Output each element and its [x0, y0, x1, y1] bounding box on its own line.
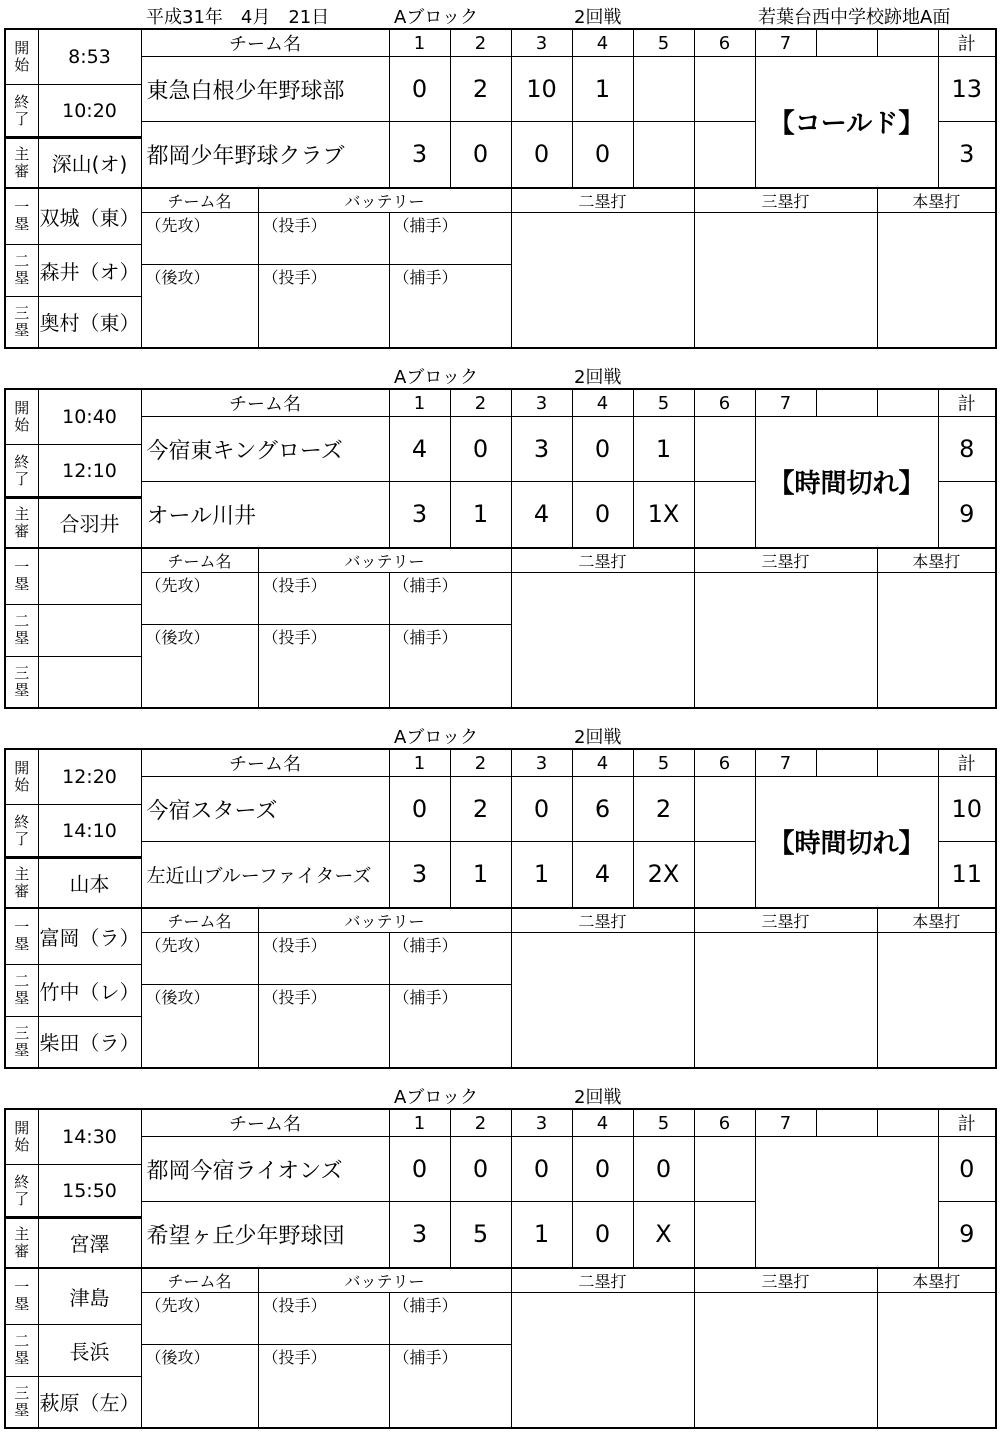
- team2-inning-6: [694, 122, 755, 188]
- round-label: 2回戦: [574, 7, 622, 28]
- team2-inning-score: 1: [450, 482, 511, 548]
- team2-inning-score: 1: [511, 1202, 572, 1268]
- double-cell: [511, 1292, 694, 1428]
- team2-inning-6: [694, 1202, 755, 1268]
- first-base-umpire: 津島: [38, 1268, 141, 1325]
- date: 平成31年 4月 21日: [146, 7, 330, 28]
- top-catcher-cell: （捕手）: [389, 572, 511, 624]
- team1-name: 今宿東キングローズ: [141, 417, 389, 482]
- team1-inning-score: [633, 57, 694, 122]
- second-base-umpire: 長浜: [38, 1324, 141, 1376]
- second-base-umpire: 竹中（レ）: [38, 964, 141, 1016]
- inning-header: 1: [389, 389, 450, 417]
- game-header: [0, 720, 1000, 748]
- game-note: 【時間切れ】: [768, 469, 925, 500]
- team2-name: オール川井: [141, 482, 389, 548]
- team1-inning-6: [694, 417, 755, 482]
- round-label: 2回戦: [574, 367, 622, 388]
- second-base-label: [5, 604, 38, 656]
- team1-inning-score: 2: [450, 57, 511, 122]
- inning-header: 4: [572, 389, 633, 417]
- team2-inning-score: 0: [450, 122, 511, 188]
- label-text: 三塁: [14, 303, 30, 339]
- battery-header: バッテリー: [258, 1268, 511, 1293]
- battery-header: バッテリー: [258, 188, 511, 213]
- team2-inning-score: 4: [511, 482, 572, 548]
- inning-header: [877, 29, 938, 57]
- team1-name: 都岡今宿ライオンズ: [141, 1137, 389, 1202]
- team2-inning-score: 1: [450, 842, 511, 908]
- team1-inning-score: 0: [450, 417, 511, 482]
- inning-header: [816, 1109, 877, 1137]
- top-pitcher-cell: （投手）: [258, 572, 389, 624]
- third-base-label: [5, 296, 38, 348]
- second-base-label: [5, 964, 38, 1016]
- label-text: 二塁: [14, 252, 30, 287]
- record-team-header: チーム名: [141, 1268, 258, 1293]
- top-pitcher-cell: （投手）: [258, 932, 389, 984]
- team2-total: 9: [938, 1202, 996, 1268]
- start-label: [5, 749, 38, 805]
- bottom-pitcher-cell: （投手）: [258, 624, 389, 708]
- label-text: 二塁: [14, 1332, 30, 1367]
- plate-umpire: 宮澤: [38, 1218, 141, 1268]
- team2-inning-score: 1X: [633, 482, 694, 548]
- inning-header: 3: [511, 29, 572, 57]
- inning-header: 2: [450, 749, 511, 777]
- team-name-header: チーム名: [141, 29, 389, 57]
- block-label: Aブロック: [394, 727, 478, 748]
- round-label: 2回戦: [574, 1087, 622, 1108]
- venue: 若葉台西中学校跡地A面: [758, 7, 951, 28]
- inning-header: 3: [511, 389, 572, 417]
- plate-umpire: 合羽井: [38, 498, 141, 548]
- inning-header: [816, 29, 877, 57]
- team2-inning-score: 0: [572, 1202, 633, 1268]
- team1-inning-6: [694, 1137, 755, 1202]
- triple-header: 三塁打: [694, 188, 877, 213]
- team1-inning-score: 3: [511, 417, 572, 482]
- team2-inning-6: [694, 842, 755, 908]
- team2-inning-score: 0: [572, 482, 633, 548]
- end-label: [5, 1165, 38, 1218]
- end-time: 12:10: [38, 445, 141, 498]
- total-header: 計: [938, 389, 996, 417]
- game-header: [0, 1080, 1000, 1108]
- top-team-cell: （先攻）: [141, 1292, 258, 1344]
- inning-header: 4: [572, 1109, 633, 1137]
- team2-name: 都岡少年野球クラブ: [141, 122, 389, 188]
- game-note: 【コールド】: [768, 109, 925, 140]
- end-label: [5, 805, 38, 858]
- label-text: 終了: [14, 92, 30, 128]
- team1-total: 0: [938, 1137, 996, 1202]
- double-cell: [511, 932, 694, 1068]
- umpire-label: [5, 1218, 38, 1268]
- team1-total: 13: [938, 57, 996, 122]
- team1-inning-score: 1: [633, 417, 694, 482]
- label-text: 三塁: [14, 1023, 30, 1059]
- team2-inning-score: 5: [450, 1202, 511, 1268]
- start-label: [5, 29, 38, 85]
- second-base-label: [5, 1324, 38, 1376]
- end-label: [5, 85, 38, 138]
- umpire-label: [5, 138, 38, 188]
- team1-inning-score: 0: [450, 1137, 511, 1202]
- game-card-3: [0, 720, 1000, 1080]
- start-time: 10:40: [38, 389, 141, 445]
- inning-header: 6: [694, 29, 755, 57]
- plate-umpire: 深山(オ): [38, 138, 141, 188]
- scoreboard: [4, 1108, 997, 1429]
- team2-inning-score: 3: [389, 842, 450, 908]
- label-text: 一塁: [14, 198, 30, 233]
- block-label: Aブロック: [394, 7, 478, 28]
- team1-inning-score: 1: [572, 57, 633, 122]
- bottom-catcher-cell: （捕手）: [389, 624, 511, 708]
- inning-header: [816, 389, 877, 417]
- record-team-header: チーム名: [141, 908, 258, 933]
- bottom-pitcher-cell: （投手）: [258, 984, 389, 1068]
- homerun-cell: [877, 572, 996, 708]
- inning-header: 7: [755, 749, 816, 777]
- team1-inning-score: 0: [633, 1137, 694, 1202]
- game-card-2: [0, 360, 1000, 720]
- inning-header: 5: [633, 749, 694, 777]
- inning-header: 1: [389, 749, 450, 777]
- team1-inning-score: 0: [511, 1137, 572, 1202]
- double-header: 二塁打: [511, 908, 694, 933]
- scoreboard: [4, 28, 997, 349]
- end-label: [5, 445, 38, 498]
- game-card-1: [0, 0, 1000, 360]
- inning-header: 6: [694, 1109, 755, 1137]
- umpire-label: [5, 498, 38, 548]
- homerun-cell: [877, 212, 996, 348]
- block-label: Aブロック: [394, 1087, 478, 1108]
- inning-header: 5: [633, 29, 694, 57]
- inning-header: 2: [450, 389, 511, 417]
- team2-inning-6: [694, 482, 755, 548]
- top-team-cell: （先攻）: [141, 572, 258, 624]
- team1-inning-score: 4: [389, 417, 450, 482]
- team1-inning-score: 6: [572, 777, 633, 842]
- start-label: [5, 389, 38, 445]
- team-name-header: チーム名: [141, 749, 389, 777]
- third-base-umpire: [38, 656, 141, 708]
- double-cell: [511, 572, 694, 708]
- inning-header: 3: [511, 1109, 572, 1137]
- scoreboard: [4, 748, 997, 1069]
- inning-header: [877, 749, 938, 777]
- note-cell: [755, 777, 938, 908]
- bottom-team-cell: （後攻）: [141, 264, 258, 348]
- inning-header: 4: [572, 29, 633, 57]
- triple-cell: [694, 1292, 877, 1428]
- team2-inning-score: 3: [389, 1202, 450, 1268]
- total-header: 計: [938, 749, 996, 777]
- team1-inning-score: 0: [572, 1137, 633, 1202]
- team1-inning-score: 2: [450, 777, 511, 842]
- game-header: [0, 360, 1000, 388]
- homerun-header: 本塁打: [877, 1268, 996, 1293]
- team1-inning-score: 0: [511, 777, 572, 842]
- team2-inning-score: 4: [572, 842, 633, 908]
- team-name-header: チーム名: [141, 1109, 389, 1137]
- label-text: 開始: [14, 39, 30, 74]
- end-time: 10:20: [38, 85, 141, 138]
- homerun-cell: [877, 1292, 996, 1428]
- inning-header: 7: [755, 389, 816, 417]
- team2-inning-score: X: [633, 1202, 694, 1268]
- third-base-label: [5, 1376, 38, 1428]
- bottom-catcher-cell: （捕手）: [389, 984, 511, 1068]
- third-base-umpire: 萩原（左）: [38, 1376, 141, 1428]
- team2-name: 左近山ブルーファイターズ: [141, 842, 389, 908]
- first-base-label: [5, 548, 38, 605]
- note-cell: [755, 57, 938, 188]
- team2-name: 希望ヶ丘少年野球団: [141, 1202, 389, 1268]
- team2-inning-score: [633, 122, 694, 188]
- team2-inning-score: 0: [511, 122, 572, 188]
- inning-header: 2: [450, 1109, 511, 1137]
- note-cell: [755, 417, 938, 548]
- team1-name: 今宿スターズ: [141, 777, 389, 842]
- bottom-pitcher-cell: （投手）: [258, 1344, 389, 1428]
- team2-inning-score: 1: [511, 842, 572, 908]
- team1-inning-score: 0: [389, 777, 450, 842]
- first-base-umpire: 富岡（ラ）: [38, 908, 141, 965]
- umpire-label: [5, 858, 38, 908]
- team1-inning-6: [694, 777, 755, 842]
- bottom-catcher-cell: （捕手）: [389, 264, 511, 348]
- label-text: 終了: [14, 812, 30, 848]
- label-text: 主審: [14, 504, 30, 540]
- label-text: 開始: [14, 759, 30, 794]
- triple-header: 三塁打: [694, 908, 877, 933]
- label-text: 一塁: [14, 918, 30, 953]
- team1-inning-score: 0: [572, 417, 633, 482]
- round-label: 2回戦: [574, 727, 622, 748]
- third-base-umpire: 奥村（東）: [38, 296, 141, 348]
- triple-cell: [694, 932, 877, 1068]
- block-label: Aブロック: [394, 367, 478, 388]
- double-header: 二塁打: [511, 1268, 694, 1293]
- inning-header: 5: [633, 389, 694, 417]
- bottom-team-cell: （後攻）: [141, 984, 258, 1068]
- second-base-umpire: 森井（オ）: [38, 244, 141, 296]
- start-time: 14:30: [38, 1109, 141, 1165]
- start-label: [5, 1109, 38, 1165]
- label-text: 三塁: [14, 1383, 30, 1419]
- record-team-header: チーム名: [141, 548, 258, 573]
- first-base-umpire: [38, 548, 141, 605]
- label-text: 開始: [14, 399, 30, 434]
- inning-header: 1: [389, 29, 450, 57]
- team1-total: 8: [938, 417, 996, 482]
- team2-inning-score: 0: [572, 122, 633, 188]
- scoreboard: [4, 388, 997, 709]
- team1-name: 東急白根少年野球部: [141, 57, 389, 122]
- bottom-team-cell: （後攻）: [141, 1344, 258, 1428]
- label-text: 開始: [14, 1119, 30, 1154]
- first-base-label: [5, 908, 38, 965]
- homerun-cell: [877, 932, 996, 1068]
- inning-header: 6: [694, 389, 755, 417]
- start-time: 8:53: [38, 29, 141, 85]
- bottom-team-cell: （後攻）: [141, 624, 258, 708]
- inning-header: 6: [694, 749, 755, 777]
- label-text: 主審: [14, 144, 30, 180]
- top-pitcher-cell: （投手）: [258, 212, 389, 264]
- double-cell: [511, 212, 694, 348]
- start-time: 12:20: [38, 749, 141, 805]
- label-text: 終了: [14, 452, 30, 488]
- homerun-header: 本塁打: [877, 908, 996, 933]
- top-team-cell: （先攻）: [141, 212, 258, 264]
- total-header: 計: [938, 29, 996, 57]
- top-catcher-cell: （捕手）: [389, 932, 511, 984]
- top-team-cell: （先攻）: [141, 932, 258, 984]
- inning-header: 7: [755, 1109, 816, 1137]
- team2-inning-score: 2X: [633, 842, 694, 908]
- team1-inning-score: 2: [633, 777, 694, 842]
- team2-inning-score: 3: [389, 122, 450, 188]
- second-base-umpire: [38, 604, 141, 656]
- inning-header: 1: [389, 1109, 450, 1137]
- first-base-label: [5, 188, 38, 245]
- team1-inning-score: 0: [389, 57, 450, 122]
- top-pitcher-cell: （投手）: [258, 1292, 389, 1344]
- double-header: 二塁打: [511, 188, 694, 213]
- record-team-header: チーム名: [141, 188, 258, 213]
- team-name-header: チーム名: [141, 389, 389, 417]
- label-text: 一塁: [14, 558, 30, 593]
- triple-header: 三塁打: [694, 1268, 877, 1293]
- double-header: 二塁打: [511, 548, 694, 573]
- third-base-label: [5, 656, 38, 708]
- inning-header: 3: [511, 749, 572, 777]
- inning-header: [877, 1109, 938, 1137]
- team2-total: 3: [938, 122, 996, 188]
- top-catcher-cell: （捕手）: [389, 1292, 511, 1344]
- triple-cell: [694, 212, 877, 348]
- first-base-umpire: 双城（東）: [38, 188, 141, 245]
- inning-header: [877, 389, 938, 417]
- inning-header: 7: [755, 29, 816, 57]
- label-text: 終了: [14, 1172, 30, 1208]
- end-time: 14:10: [38, 805, 141, 858]
- inning-header: 5: [633, 1109, 694, 1137]
- team2-inning-score: 3: [389, 482, 450, 548]
- team2-total: 9: [938, 482, 996, 548]
- bottom-catcher-cell: （捕手）: [389, 1344, 511, 1428]
- plate-umpire: 山本: [38, 858, 141, 908]
- homerun-header: 本塁打: [877, 548, 996, 573]
- team1-inning-6: [694, 57, 755, 122]
- label-text: 主審: [14, 864, 30, 900]
- battery-header: バッテリー: [258, 548, 511, 573]
- top-catcher-cell: （捕手）: [389, 212, 511, 264]
- inning-header: 4: [572, 749, 633, 777]
- third-base-label: [5, 1016, 38, 1068]
- label-text: 主審: [14, 1224, 30, 1260]
- homerun-header: 本塁打: [877, 188, 996, 213]
- first-base-label: [5, 1268, 38, 1325]
- inning-header: [816, 749, 877, 777]
- team1-total: 10: [938, 777, 996, 842]
- inning-header: 2: [450, 29, 511, 57]
- triple-cell: [694, 572, 877, 708]
- label-text: 一塁: [14, 1278, 30, 1313]
- team2-total: 11: [938, 842, 996, 908]
- third-base-umpire: 柴田（ラ）: [38, 1016, 141, 1068]
- label-text: 二塁: [14, 972, 30, 1007]
- end-time: 15:50: [38, 1165, 141, 1218]
- team1-inning-score: 0: [389, 1137, 450, 1202]
- label-text: 二塁: [14, 612, 30, 647]
- note-cell: [755, 1137, 938, 1268]
- label-text: 三塁: [14, 663, 30, 699]
- team1-inning-score: 10: [511, 57, 572, 122]
- total-header: 計: [938, 1109, 996, 1137]
- second-base-label: [5, 244, 38, 296]
- triple-header: 三塁打: [694, 548, 877, 573]
- game-note: 【時間切れ】: [768, 829, 925, 860]
- battery-header: バッテリー: [258, 908, 511, 933]
- game-card-4: [0, 1080, 1000, 1440]
- bottom-pitcher-cell: （投手）: [258, 264, 389, 348]
